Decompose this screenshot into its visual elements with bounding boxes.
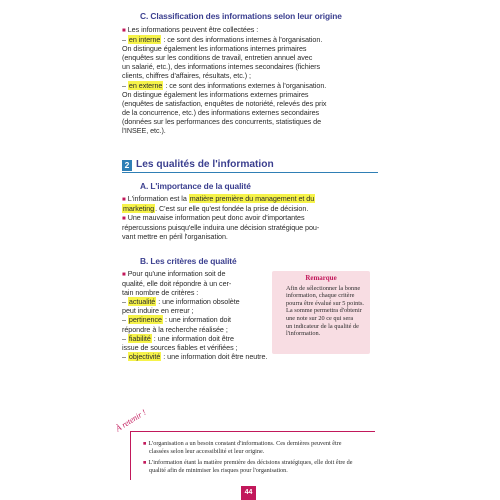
bullet-square-icon: ■ — [122, 196, 126, 203]
a-retenir-box — [130, 431, 375, 480]
criterion-line: – pertinence : une information doit — [122, 315, 231, 325]
a-p2-text: Une mauvaise information peut donc avoir d'importantes — [127, 213, 305, 223]
b-intro-text: tain nombre de critères : — [122, 288, 199, 298]
a-p2-text: vant mettre en péril l'organisation. — [122, 232, 228, 242]
criterion-text: : une information obsolète — [158, 297, 240, 307]
interne-text: clients, chiffres d'affaires, résultats, etc.) ; — [122, 71, 251, 81]
a-p1-text: L'information est la — [127, 194, 187, 203]
remarque-line: l'information. — [286, 330, 321, 338]
heading-rule — [122, 172, 378, 173]
criterion-line: – actualité : une information obsolète — [122, 297, 240, 307]
bullet-square-icon: ■ — [143, 441, 147, 447]
a-p2-line — [122, 213, 378, 223]
section-c-heading: C. Classification des informations selon leur origine — [140, 11, 342, 21]
bullet-square-icon: ■ — [122, 271, 126, 278]
b-intro-line — [122, 269, 268, 279]
interne-text: On distingue également les informations internes primaires — [122, 44, 307, 54]
retenir-text: classées selon leur accessibilité et leur origine. — [149, 448, 265, 455]
externe-line — [122, 81, 378, 90]
a-retenir-label: À retenir ! — [114, 407, 148, 434]
remarque-body — [272, 283, 370, 338]
remarque-line: pourra être évalué sur 5 points. — [286, 299, 364, 307]
criterion-line: – objectivité : une information doit être neutre. — [122, 351, 268, 361]
criterion-text: peut induire en erreur ; — [122, 306, 194, 316]
criterion-text: : une information doit être neutre. — [163, 351, 268, 361]
remarque-line: un indicateur de la qualité de — [286, 322, 359, 330]
intro-line — [122, 25, 378, 35]
retenir-line — [143, 459, 371, 467]
section-c-body — [122, 25, 378, 135]
highlight-pertinence: pertinence — [128, 315, 162, 325]
dash: – — [122, 80, 126, 90]
externe-text: de la concurrence, etc.) des informations externes secondaires — [122, 107, 320, 117]
retenir-item — [143, 440, 371, 456]
a-p1-line — [122, 194, 378, 204]
a-p2-text: répercussions puisqu'elle induira une décision stratégique pou- — [122, 223, 320, 233]
page-number: 44 — [241, 486, 256, 500]
a-p1-line — [122, 204, 378, 213]
remarque-line: Afin de sélectionner la bonne — [286, 284, 361, 292]
highlight-matiere-premiere: matière première du management et du — [189, 194, 315, 203]
criterion-text: : une information doit être — [153, 333, 234, 343]
externe-text: : ce sont des informations externes à l'organisation. — [165, 80, 327, 90]
b-intro-text: qualité, elle doit répondre à un cer- — [122, 279, 232, 289]
section-b-body — [122, 269, 268, 361]
interne-line — [122, 35, 378, 44]
bullet-square-icon: ■ — [122, 27, 126, 34]
criterion-text: issue de sources fiables et vérifiées ; — [122, 342, 238, 352]
retenir-text: L'information étant la matière première des décisions stratégiques, elle doit être de — [148, 459, 353, 466]
a-p1-text: . C'est sur elle qu'est fondée la prise de décision. — [155, 204, 309, 214]
b-intro-text: Pour qu'une information soit de — [127, 269, 226, 278]
criterion-line: – fiabilité : une information doit être — [122, 333, 234, 343]
criterion-text: répondre à la recherche réalisée ; — [122, 324, 228, 334]
remarque-box — [272, 271, 370, 354]
section-a-body — [122, 194, 378, 241]
dash: – — [122, 35, 126, 45]
section-number-badge: 2 — [122, 160, 132, 171]
retenir-text: L'organisation a un besoin constant d'informations. Ces dernières peuvent être — [148, 440, 342, 447]
remarque-title: Remarque — [305, 274, 337, 282]
highlight-actualite: actualité — [128, 297, 156, 307]
section-2-heading — [122, 159, 378, 173]
interne-text: (enquêtes sur les conditions de travail, entretien annuel avec — [122, 53, 313, 63]
highlight-objectivite: objectivité — [128, 351, 161, 361]
remarque-line: information, chaque critère — [286, 292, 355, 300]
highlight-en-externe: en externe — [128, 80, 163, 90]
highlight-en-interne: en interne — [128, 35, 161, 45]
externe-text: On distingue également les informations externes primaires — [122, 89, 309, 99]
remarque-line: une note sur 20 ce qui sera — [286, 314, 354, 322]
section-a-heading: A. L'importance de la qualité — [140, 181, 251, 191]
intro-text: Les informations peuvent être collectées : — [127, 25, 259, 34]
retenir-item — [143, 459, 371, 475]
externe-text: l'INSEE, etc.). — [122, 126, 166, 136]
bullet-square-icon: ■ — [122, 215, 126, 223]
highlight-fiabilite: fiabilité — [128, 333, 151, 343]
interne-text: un salarié, etc.), des informations internes secondaires (fichiers — [122, 62, 321, 72]
highlight-marketing: marketing — [123, 204, 155, 214]
retenir-text: qualité afin de minimiser les risques pour l'organisation. — [149, 467, 288, 474]
section-2-title: Les qualités de l'information — [136, 159, 274, 170]
externe-text: (données sur les performances des concurrents, statistiques de — [122, 116, 322, 126]
bullet-square-icon: ■ — [143, 460, 147, 466]
page — [114, 8, 378, 500]
interne-text: : ce sont des informations internes à l'organisation. — [163, 35, 323, 45]
retenir-line — [143, 440, 371, 448]
remarque-line: La somme permettra d'obtenir — [286, 307, 362, 315]
section-b-heading: B. Les critères de qualité — [140, 256, 237, 266]
criterion-text: : une information doit — [164, 315, 231, 325]
externe-text: (enquêtes de satisfaction, enquêtes de notoriété, relevés des prix — [122, 98, 327, 108]
